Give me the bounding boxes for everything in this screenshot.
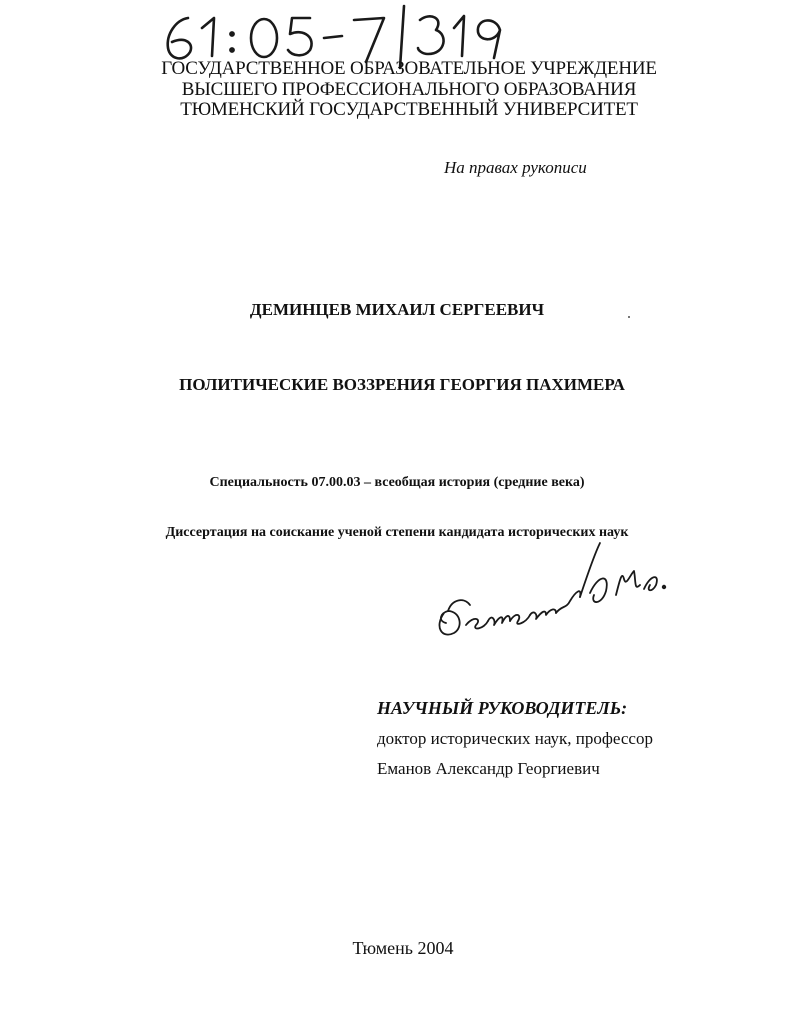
institution-line-3: ТЮМЕНСКИЙ ГОСУДАРСТВЕННЫЙ УНИВЕРСИТЕТ — [180, 99, 638, 120]
institution-line-2: ВЫСШЕГО ПРОФЕССИОНАЛЬНОГО ОБРАЗОВАНИЯ — [181, 79, 637, 100]
dissertation-title: ПОЛИТИЧЕСКИЕ ВОЗЗРЕНИЯ ГЕОРГИЯ ПАХИМЕРА — [179, 375, 625, 394]
city-and-year: Тюмень 2004 — [352, 938, 454, 958]
degree-statement: Диссертация на соискание ученой степени кандидата исторических наук — [165, 525, 629, 540]
author-signature — [430, 535, 670, 645]
advisor-heading: НАУЧНЫЙ РУКОВОДИТЕЛЬ: — [377, 698, 628, 718]
author-name: ДЕМИНЦЕВ МИХАИЛ СЕРГЕЕВИЧ — [249, 300, 545, 319]
advisor-degree: доктор исторических наук, профессор — [377, 729, 653, 748]
advisor-name: Еманов Александр Георгиевич — [377, 759, 600, 778]
manuscript-rights-note: На правах рукописи — [444, 158, 587, 177]
institution-line-1: ГОСУДАРСТВЕННОЕ ОБРАЗОВАТЕЛЬНОЕ УЧРЕЖДЕНИЕ — [161, 58, 657, 79]
specialty-line: Специальность 07.00.03 – всеобщая история (средние века) — [209, 475, 585, 490]
